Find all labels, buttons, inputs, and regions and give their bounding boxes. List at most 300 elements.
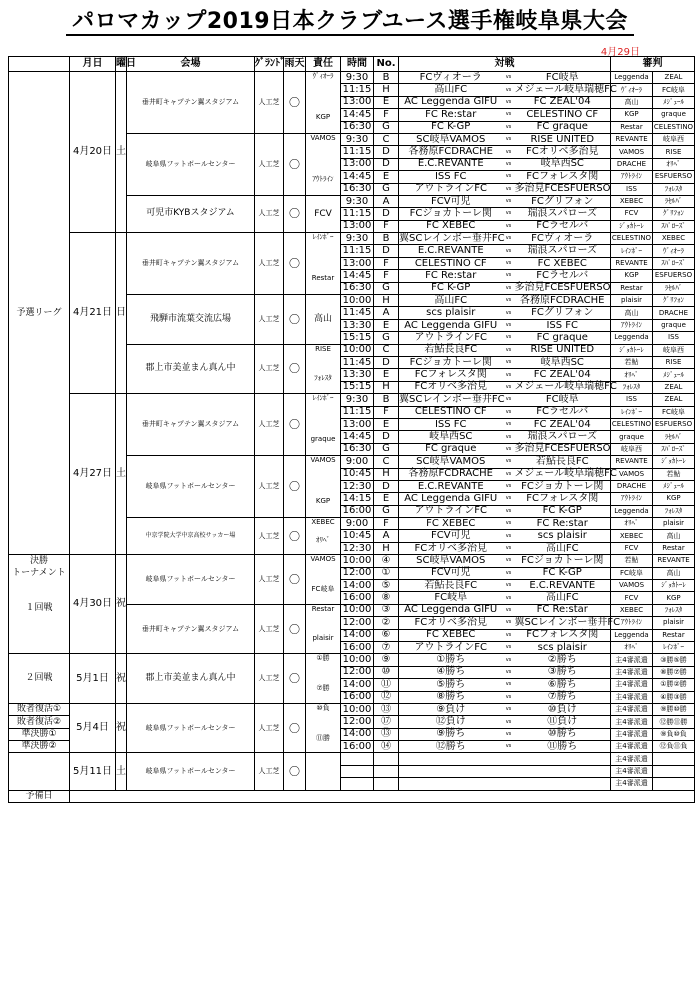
- referee-1: ｱｳﾄﾗｲﾝ: [611, 617, 653, 629]
- match-number: H: [374, 381, 399, 393]
- referee-2: 岐阜西: [653, 133, 695, 145]
- referee-2: [653, 765, 695, 777]
- referee-1: REVANTE: [611, 456, 653, 468]
- away-team: RISE UNITED: [515, 133, 611, 145]
- match-day: 5月1日: [70, 654, 116, 704]
- referee-1: ISS: [611, 183, 653, 195]
- referee-2: ZEAL: [653, 72, 695, 84]
- vs-label: vs: [503, 480, 515, 492]
- referee-1: ｵﾘﾍﾞ: [611, 369, 653, 381]
- vs-label: vs: [503, 679, 515, 691]
- vs-label: vs: [503, 641, 515, 653]
- match-time: 16:00: [341, 641, 374, 653]
- away-team: FCフォレスタ関: [515, 629, 611, 641]
- round-label: [9, 555, 70, 654]
- home-team: FC K-GP: [399, 121, 503, 133]
- match-number: D: [374, 208, 399, 220]
- home-team: 高山FC: [399, 84, 503, 96]
- vs-label: vs: [503, 666, 515, 678]
- home-team: ⑧勝ち: [399, 691, 503, 703]
- match-number: F: [374, 257, 399, 269]
- match-number: D: [374, 356, 399, 368]
- match-time: 16:00: [341, 592, 374, 604]
- match-time: 11:15: [341, 406, 374, 418]
- referee-2: Restar: [653, 542, 695, 554]
- away-team: FC Re:star: [515, 604, 611, 616]
- home-team: AC Leggenda GIFU: [399, 604, 503, 616]
- match-time: 16:00: [341, 741, 374, 753]
- resp-bottom: Restar: [311, 274, 335, 283]
- header-resp: 責任: [306, 57, 341, 72]
- vs-label: vs: [503, 518, 515, 530]
- resp-top: ⑩負: [316, 703, 330, 712]
- home-team: ⑨負け: [399, 703, 503, 715]
- away-team: メジェール岐阜瑞穂FC: [514, 381, 617, 393]
- referee-2: ⑨勝⑩勝: [653, 703, 695, 715]
- referee-1: 主4審派遣: [611, 716, 653, 728]
- referee-1: graque: [611, 431, 653, 443]
- away-team: FC ZEAL'04: [515, 96, 611, 108]
- home-team: FCV可児: [399, 530, 503, 542]
- match-number: E: [374, 418, 399, 430]
- ground-type: 人工芝: [255, 394, 284, 456]
- referee-2: plaisir: [653, 518, 695, 530]
- match-number: ⑬: [374, 703, 399, 715]
- referee-1: ｱｳﾄﾗｲﾝ: [611, 171, 653, 183]
- referee-2: ﾌｫﾚｽﾀ: [653, 604, 695, 616]
- ground-type: 人工芝: [255, 753, 284, 790]
- match-number: G: [374, 183, 399, 195]
- away-team: FC K-GP: [515, 505, 611, 517]
- vs-label: vs: [503, 394, 515, 406]
- match-number: D: [374, 146, 399, 158]
- match-time: 14:00: [341, 679, 374, 691]
- ground-type: 人工芝: [255, 344, 284, 394]
- away-team: 瑞浪スパローズ: [515, 431, 611, 443]
- away-team: 翼SCレインボー垂井FC: [514, 616, 621, 628]
- away-team: scs plaisir: [515, 641, 611, 653]
- match-number: ⑰: [374, 716, 399, 728]
- away-team: ISS FC: [515, 319, 611, 331]
- round-label: 敗者復活①: [9, 703, 70, 715]
- home-team: ⑨勝ち: [399, 728, 503, 740]
- match-time: 16:30: [341, 121, 374, 133]
- vs-label: vs: [503, 728, 515, 740]
- table-row: [9, 233, 695, 245]
- ground-type: 人工芝: [255, 654, 284, 704]
- referee-1: ｱｳﾄﾗｲﾝ: [611, 493, 653, 505]
- referee-1: REVANTE: [611, 133, 653, 145]
- resp-top: VAMOS: [310, 133, 336, 142]
- match-time: [341, 778, 374, 790]
- referee-1: 高山: [611, 307, 653, 319]
- referee-1: XEBEC: [611, 530, 653, 542]
- match-number: ①: [374, 567, 399, 579]
- match-time: 15:15: [341, 332, 374, 344]
- match-number: H: [374, 468, 399, 480]
- responsible-team: [306, 753, 341, 790]
- home-team: FCV可児: [399, 195, 503, 207]
- away-team: FC graque: [515, 332, 611, 344]
- venue: 岐阜県フットボールセンター: [127, 133, 255, 195]
- away-team: 瑞浪スパローズ: [515, 208, 611, 220]
- match-day: 4月27日: [70, 394, 116, 555]
- match-empty: [399, 778, 611, 790]
- home-team: FCフォレスタ関: [399, 369, 503, 381]
- match-time: 10:00: [341, 604, 374, 616]
- home-team: FC Re:star: [399, 270, 503, 282]
- home-team: FCジョカトーレ関: [399, 356, 503, 368]
- referee-2: DRACHE: [653, 307, 695, 319]
- home-team: FCヴィオーラ: [399, 72, 503, 84]
- resp-bottom: plaisir: [312, 634, 334, 643]
- home-team: ⑫負け: [399, 716, 503, 728]
- referee-1: Leggenda: [611, 629, 653, 641]
- match-time: 14:00: [341, 629, 374, 641]
- resp-bottom: graque: [310, 435, 336, 444]
- match-time: 10:00: [341, 555, 374, 567]
- referee-2: ZEAL: [653, 394, 695, 406]
- rain-status: 〇: [284, 133, 306, 195]
- match-number: B: [374, 72, 399, 84]
- vs-label: vs: [503, 270, 515, 282]
- vs-label: vs: [503, 233, 515, 245]
- referee-2: ｽﾊﾟﾛｰｽﾞ: [653, 443, 695, 455]
- referee-2: ﾗｾﾙﾊﾞ: [653, 195, 695, 207]
- rain-status: 〇: [284, 394, 306, 456]
- resp-bottom: KGP: [315, 113, 331, 121]
- vs-label: vs: [503, 530, 515, 542]
- responsible-team: [306, 703, 341, 753]
- vs-label: vs: [503, 418, 515, 430]
- match-number: A: [374, 307, 399, 319]
- referee-1: VAMOS: [611, 146, 653, 158]
- referee-1: ｼﾞｮｶﾄｰﾚ: [611, 220, 653, 232]
- ground-type: 人工芝: [255, 555, 284, 605]
- away-team: FCフォレスタ関: [515, 171, 611, 183]
- match-time: 16:30: [341, 183, 374, 195]
- referee-2: plaisir: [653, 617, 695, 629]
- away-team: 多治見FCESFUERSO: [514, 282, 611, 294]
- match-time: 13:00: [341, 158, 374, 170]
- referee-1: ｼﾞｮｶﾄｰﾚ: [611, 344, 653, 356]
- vs-label: vs: [503, 171, 515, 183]
- day-of-week: 土: [116, 72, 127, 233]
- vs-label: vs: [503, 406, 515, 418]
- vs-label: vs: [503, 133, 515, 145]
- match-time: 10:45: [341, 468, 374, 480]
- referee-2: XEBEC: [653, 233, 695, 245]
- match-number: F: [374, 406, 399, 418]
- away-team: scs plaisir: [515, 530, 611, 542]
- away-team: ⑩勝ち: [515, 728, 611, 740]
- away-team: FC XEBEC: [515, 257, 611, 269]
- venue: 郡上市美並まん真ん中: [127, 344, 255, 394]
- referee-1: VAMOS: [611, 468, 653, 480]
- match-number: ⑩: [374, 666, 399, 678]
- responsible-team: FCV: [306, 195, 341, 232]
- match-time: 9:30: [341, 72, 374, 84]
- header-date: 月日: [70, 57, 116, 72]
- away-team: 多治見FCESFUERSO: [514, 183, 611, 195]
- round-label: 敗者復活②: [9, 716, 70, 728]
- referee-1: ISS: [611, 394, 653, 406]
- away-team: 高山FC: [515, 592, 611, 604]
- vs-label: vs: [503, 555, 515, 567]
- referee-2: ⑫負⑪負: [653, 741, 695, 753]
- table-row: [9, 72, 695, 84]
- referee-2: ﾒｼﾞｪｰﾙ: [653, 96, 695, 108]
- match-time: 16:30: [341, 282, 374, 294]
- referee-2: ⑨負⑩負: [653, 728, 695, 740]
- match-number: H: [374, 542, 399, 554]
- away-team: FC ZEAL'04: [515, 369, 611, 381]
- home-team: ⑤勝ち: [399, 679, 503, 691]
- vs-label: vs: [503, 468, 515, 480]
- vs-label: vs: [503, 654, 515, 666]
- match-time: 10:00: [341, 344, 374, 356]
- referee-1: 主4審派遣: [611, 679, 653, 691]
- referee-1: ﾌｫﾚｽﾀ: [611, 381, 653, 393]
- home-team: 若鮎長良FC: [399, 344, 503, 356]
- match-number: D: [374, 480, 399, 492]
- match-time: 13:00: [341, 220, 374, 232]
- match-time: 16:00: [341, 691, 374, 703]
- home-team: E.C.REVANTE: [399, 158, 503, 170]
- day-of-week: 祝: [116, 703, 127, 753]
- referee-1: CELESTINO: [611, 418, 653, 430]
- vs-label: vs: [503, 195, 515, 207]
- venue: 垂井町キャプテン翼スタジアム: [127, 604, 255, 654]
- away-team: メジェール岐阜瑞穂FC: [514, 468, 617, 480]
- vs-label: vs: [503, 356, 515, 368]
- referee-2: ｽﾊﾟﾛｰｽﾞ: [653, 257, 695, 269]
- match-day: 4月30日: [70, 555, 116, 654]
- referee-2: ⑧勝⑦勝: [653, 666, 695, 678]
- match-number: D: [374, 431, 399, 443]
- referee-1: 主4審派遣: [611, 691, 653, 703]
- referee-2: 高山: [653, 530, 695, 542]
- referee-1: FCV: [611, 542, 653, 554]
- resp-bottom: ﾌｫﾚｽﾀ: [314, 374, 332, 383]
- home-team: AC Leggenda GIFU: [399, 493, 503, 505]
- referee-1: 主4審派遣: [611, 666, 653, 678]
- away-team: FC Re:star: [515, 518, 611, 530]
- referee-2: ⑫勝⑪勝: [653, 716, 695, 728]
- vs-label: vs: [503, 109, 515, 121]
- away-team: FCジョカトーレ関: [515, 555, 611, 567]
- vs-label: vs: [503, 84, 515, 96]
- table-row: [9, 753, 695, 765]
- responsible-team: [306, 456, 341, 518]
- match-time: 13:00: [341, 96, 374, 108]
- match-number: E: [374, 493, 399, 505]
- round-label-line: １回戦: [25, 603, 53, 614]
- away-team: FC K-GP: [515, 567, 611, 579]
- home-team: ④勝ち: [399, 666, 503, 678]
- vs-label: vs: [503, 295, 515, 307]
- referee-2: [653, 753, 695, 765]
- away-team: FCラセルバ: [515, 220, 611, 232]
- match-number: ③: [374, 604, 399, 616]
- vs-label: vs: [503, 257, 515, 269]
- table-row: [9, 790, 695, 802]
- match-time: 12:00: [341, 716, 374, 728]
- rain-status: 〇: [284, 72, 306, 134]
- rain-status: 〇: [284, 753, 306, 790]
- referee-2: RISE: [653, 146, 695, 158]
- away-team: 瑞浪スパローズ: [515, 245, 611, 257]
- round-label-line: トーナメント: [12, 568, 66, 579]
- home-team: 各務原FCDRACHE: [399, 468, 503, 480]
- referee-1: FCV: [611, 208, 653, 220]
- referee-1: FC岐阜: [611, 567, 653, 579]
- referee-1: ｵﾘﾍﾞ: [611, 641, 653, 653]
- home-team: アウトラインFC: [399, 505, 503, 517]
- day-of-week: 日: [116, 233, 127, 394]
- referee-2: ﾌｫﾚｽﾀ: [653, 505, 695, 517]
- match-time: 14:00: [341, 580, 374, 592]
- match-empty: [399, 765, 611, 777]
- match-time: [341, 765, 374, 777]
- day-of-week: 祝: [116, 654, 127, 704]
- vs-label: vs: [503, 703, 515, 715]
- day-of-week: 祝: [116, 555, 127, 654]
- home-team: ⑫勝ち: [399, 741, 503, 753]
- referee-2: ﾌｫﾚｽﾀ: [653, 183, 695, 195]
- away-team: FCヴィオーラ: [515, 233, 611, 245]
- referee-1: ｵﾘﾍﾞ: [611, 518, 653, 530]
- round-label: 予選リーグ: [9, 72, 70, 555]
- match-number: F: [374, 220, 399, 232]
- page-title: パロマカップ2019日本クラブユース選手権岐阜県大会: [0, 4, 700, 35]
- venue: 岐阜県フットボールセンター: [127, 555, 255, 605]
- vs-label: vs: [503, 567, 515, 579]
- table-row: [9, 555, 695, 567]
- vs-label: vs: [503, 691, 515, 703]
- rain-status: 〇: [284, 654, 306, 704]
- home-team: ISS FC: [399, 171, 503, 183]
- ground-type: 人工芝: [255, 703, 284, 753]
- match-time: 14:15: [341, 493, 374, 505]
- away-team: FCジョカトーレ関: [515, 480, 611, 492]
- venue: 可児市KYBスタジアム: [127, 195, 255, 232]
- vs-label: vs: [503, 245, 515, 257]
- table-row: [9, 394, 695, 406]
- match-number: G: [374, 121, 399, 133]
- match-number: G: [374, 505, 399, 517]
- match-number: B: [374, 233, 399, 245]
- home-team: FCオリベ多治見: [399, 542, 503, 554]
- vs-label: vs: [503, 629, 515, 641]
- away-team: FC graque: [515, 121, 611, 133]
- responsible-team: [306, 654, 341, 704]
- match-number: D: [374, 158, 399, 170]
- header-round: [9, 57, 70, 72]
- ground-type: 人工芝: [255, 456, 284, 518]
- referee-2: graque: [653, 319, 695, 331]
- resp-top: ｳﾞｨｵｰﾗ: [312, 72, 334, 80]
- resp-top: XEBEC: [311, 518, 335, 527]
- away-team: ⑩負け: [515, 703, 611, 715]
- home-team: scs plaisir: [399, 307, 503, 319]
- vs-label: vs: [503, 319, 515, 331]
- header-time: 時間: [341, 57, 374, 72]
- referee-1: VAMOS: [611, 580, 653, 592]
- away-team: ⑪勝ち: [515, 741, 611, 753]
- rain-status: 〇: [284, 295, 306, 345]
- venue: 郡上市美並まん真ん中: [127, 654, 255, 704]
- match-time: 9:00: [341, 456, 374, 468]
- referee-2: RISE: [653, 356, 695, 368]
- header-ground: ｸﾞﾗﾝﾄﾞ: [255, 57, 284, 72]
- match-number: ⑬: [374, 728, 399, 740]
- header-no: No.: [374, 57, 399, 72]
- referee-1: ｳﾞｨｵｰﾗ: [611, 84, 653, 96]
- referee-2: ESFUERSO: [653, 418, 695, 430]
- match-number: F: [374, 109, 399, 121]
- away-team: ⑦勝ち: [515, 691, 611, 703]
- match-time: 11:15: [341, 84, 374, 96]
- match-number: ⑦: [374, 641, 399, 653]
- match-time: 16:00: [341, 505, 374, 517]
- home-team: SC岐阜VAMOS: [399, 133, 503, 145]
- match-time: 9:00: [341, 518, 374, 530]
- resp-top: Restar: [311, 604, 335, 613]
- home-team: FC岐阜: [399, 592, 503, 604]
- home-team: FC Re:star: [399, 109, 503, 121]
- home-team: ①勝ち: [399, 654, 503, 666]
- round-label: [9, 753, 70, 790]
- responsible-team: [306, 394, 341, 456]
- responsible-team: [306, 555, 341, 605]
- away-team: FCグリフォン: [515, 195, 611, 207]
- away-team: FC岐阜: [515, 394, 611, 406]
- home-team: AC Leggenda GIFU: [399, 319, 503, 331]
- referee-2: REVANTE: [653, 555, 695, 567]
- match-number: E: [374, 96, 399, 108]
- match-number: ④: [374, 555, 399, 567]
- match-number: G: [374, 443, 399, 455]
- match-time: 12:00: [341, 666, 374, 678]
- vs-label: vs: [503, 220, 515, 232]
- vs-label: vs: [503, 344, 515, 356]
- match-time: 9:30: [341, 133, 374, 145]
- away-team: 若鮎長良FC: [515, 456, 611, 468]
- home-team: CELESTINO CF: [399, 257, 503, 269]
- match-time: 11:45: [341, 356, 374, 368]
- resp-bottom: ｱｳﾄﾗｲﾝ: [312, 174, 334, 183]
- responsible-team: 高山: [306, 295, 341, 345]
- match-day: 4月21日: [70, 233, 116, 394]
- away-team: メジェール岐阜瑞穂FC: [514, 84, 617, 96]
- referee-2: 高山: [653, 567, 695, 579]
- away-team: E.C.REVANTE: [515, 580, 611, 592]
- referee-1: XEBEC: [611, 604, 653, 616]
- match-time: 13:00: [341, 257, 374, 269]
- referee-2: ESFUERSO: [653, 171, 695, 183]
- referee-2: ｵﾘﾍﾞ: [653, 158, 695, 170]
- match-time: 9:30: [341, 233, 374, 245]
- referee-2: ESFUERSO: [653, 270, 695, 282]
- referee-2: ①勝②勝: [653, 679, 695, 691]
- away-team: RISE UNITED: [515, 344, 611, 356]
- vs-label: vs: [503, 456, 515, 468]
- home-team: FCオリベ多治見: [399, 617, 503, 629]
- referee-1: ﾚｲﾝﾎﾞｰ: [611, 406, 653, 418]
- resp-top: VAMOS: [310, 456, 336, 465]
- match-number: H: [374, 84, 399, 96]
